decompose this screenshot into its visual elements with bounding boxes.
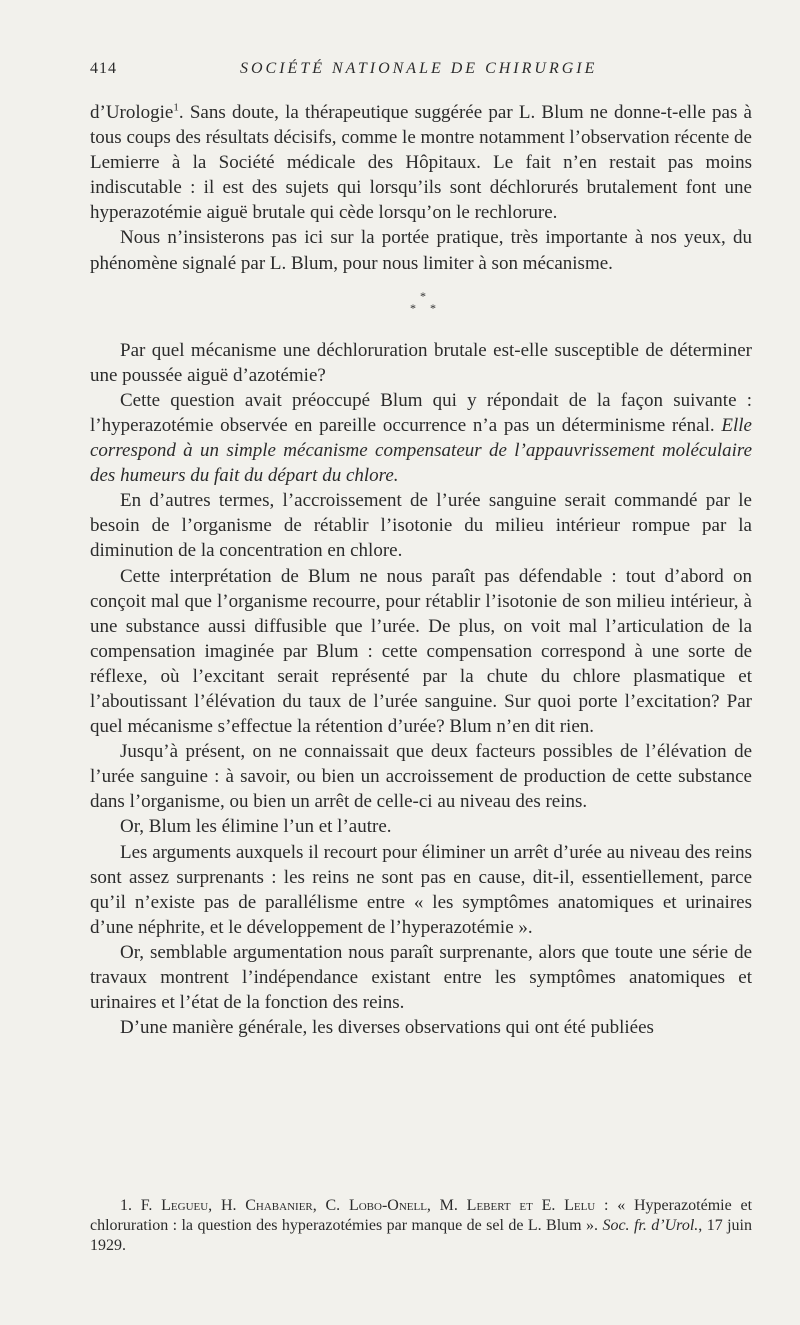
footnote-authors: F. Legueu, H. Chabanier, C. Lobo-Onell, M. Lebert et E. Lelu [140, 1197, 596, 1214]
separator-star: * [410, 300, 416, 315]
separator-star: * [430, 300, 436, 315]
paragraph: Par quel mécanisme une déchloruration brutale est-elle susceptible de déterminer une poussée aiguë d’azotémie? [90, 339, 752, 386]
paragraph: Les arguments auxquels il recourt pour éliminer un arrêt d’urée au niveau des reins sont assez surprenants : les reins ne sont pas en cause, dit-il, essentiellement, parce qu’il n’existe pas de parallélisme entre « les symptômes anatomiques et urinaires d’une néphrite, et le développement de l’hyperazotémie ». [90, 841, 752, 938]
paragraph: Or, semblable argumentation nous paraît surprenante, alors que toute une série de travaux montrent l’indépendance existant entre les symptômes anatomiques et urinaires et l’état de la fonction des reins. [90, 941, 752, 1014]
paragraph: Cette interprétation de Blum ne nous paraît pas défendable : tout d’abord on conçoit mal que l’organisme recourre, pour rétablir l’isotonie de son milieu intérieur, à une substance aussi diffusible que l’urée. De plus, on voit mal l’articulation de la compensation imaginée par Blum : cette compensation correspond à une sorte de réflexe, où l’excitant serait représenté par la chute du chlore plasmatique et l’aboutissant l’élévation du taux de l’urée sanguine. Sur quoi porte l’excitation? Par quel mécanisme s’effectue la rétention d’urée? Blum n’en dit rien. [90, 565, 752, 738]
footnote-journal: Soc. fr. d’Urol. [602, 1217, 699, 1234]
italic-quote: Elle correspond à un simple mécanisme compensateur de l’appauvrissement moléculaire des humeurs du fait du départ du chlore. [90, 414, 752, 487]
footnote: 1. F. Legueu, H. Chabanier, C. Lobo-Onell, M. Lebert et E. Lelu : « Hyperazotémie et chloruration : la question des hyperazotémies par manque de sel de L. Blum ». Soc. fr. d’Urol., 17 juin 1929. [90, 1197, 753, 1254]
page-number: 414 [90, 60, 117, 77]
body-text [90, 100, 752, 1040]
paragraph: Nous n’insisterons pas ici sur la portée pratique, très importante à nos yeux, du phénomène signalé par L. Blum, pour nous limiter à son mécanisme. [90, 227, 752, 274]
footnote-reference[interactable]: 1 [173, 101, 179, 114]
paragraph: En d’autres termes, l’accroissement de l’urée sanguine serait commandé par le besoin de l’organisme de rétablir l’isotonie du milieu intérieur rompue par la diminution de la concentration en chlore. [90, 490, 752, 562]
page-header [90, 60, 750, 84]
paragraph: Jusqu’à présent, on ne connaissait que deux facteurs possibles de l’élévation de l’urée sanguine : à savoir, ou bien un accroissement de production de cette substance dans l’organisme, ou bien un arrêt de celle-ci au niveau des reins. [90, 741, 752, 813]
running-title: SOCIÉTÉ NATIONALE DE CHIRURGIE [240, 60, 598, 77]
paragraph: Cette question avait préoccupé Blum qui y répondait de la façon suivante : l’hyperazotémie observée en pareille occurrence n’a pas un déterminisme rénal. Elle correspond à un simple mécanisme compensateur de l’appauvrissement moléculaire des humeurs du fait du départ du chlore. [90, 389, 752, 487]
footnotes [90, 1196, 752, 1256]
paragraph: d’Urologie$^1$. Sans doute, la thérapeutique suggérée par L. Blum ne donne-t-elle pas à tous coups des résultats décisifs, comme le montre notamment l’observation récente de Lemierre à la Société médicale des Hôpitaux. Le fait n’en restait pas moins indiscutable : il est des sujets qui lorsqu’ils sont déchlorurés brutalement font une hyperazotémie aiguë brutale qui cède lorsqu’on le rechlorure. [90, 101, 752, 224]
paragraph: D’une manière générale, les diverses observations qui ont été publiées [120, 1017, 654, 1039]
paragraph: Or, Blum les élimine l’un et l’autre. [120, 816, 392, 838]
separator-star: * [420, 288, 426, 303]
section-separator [90, 276, 752, 338]
